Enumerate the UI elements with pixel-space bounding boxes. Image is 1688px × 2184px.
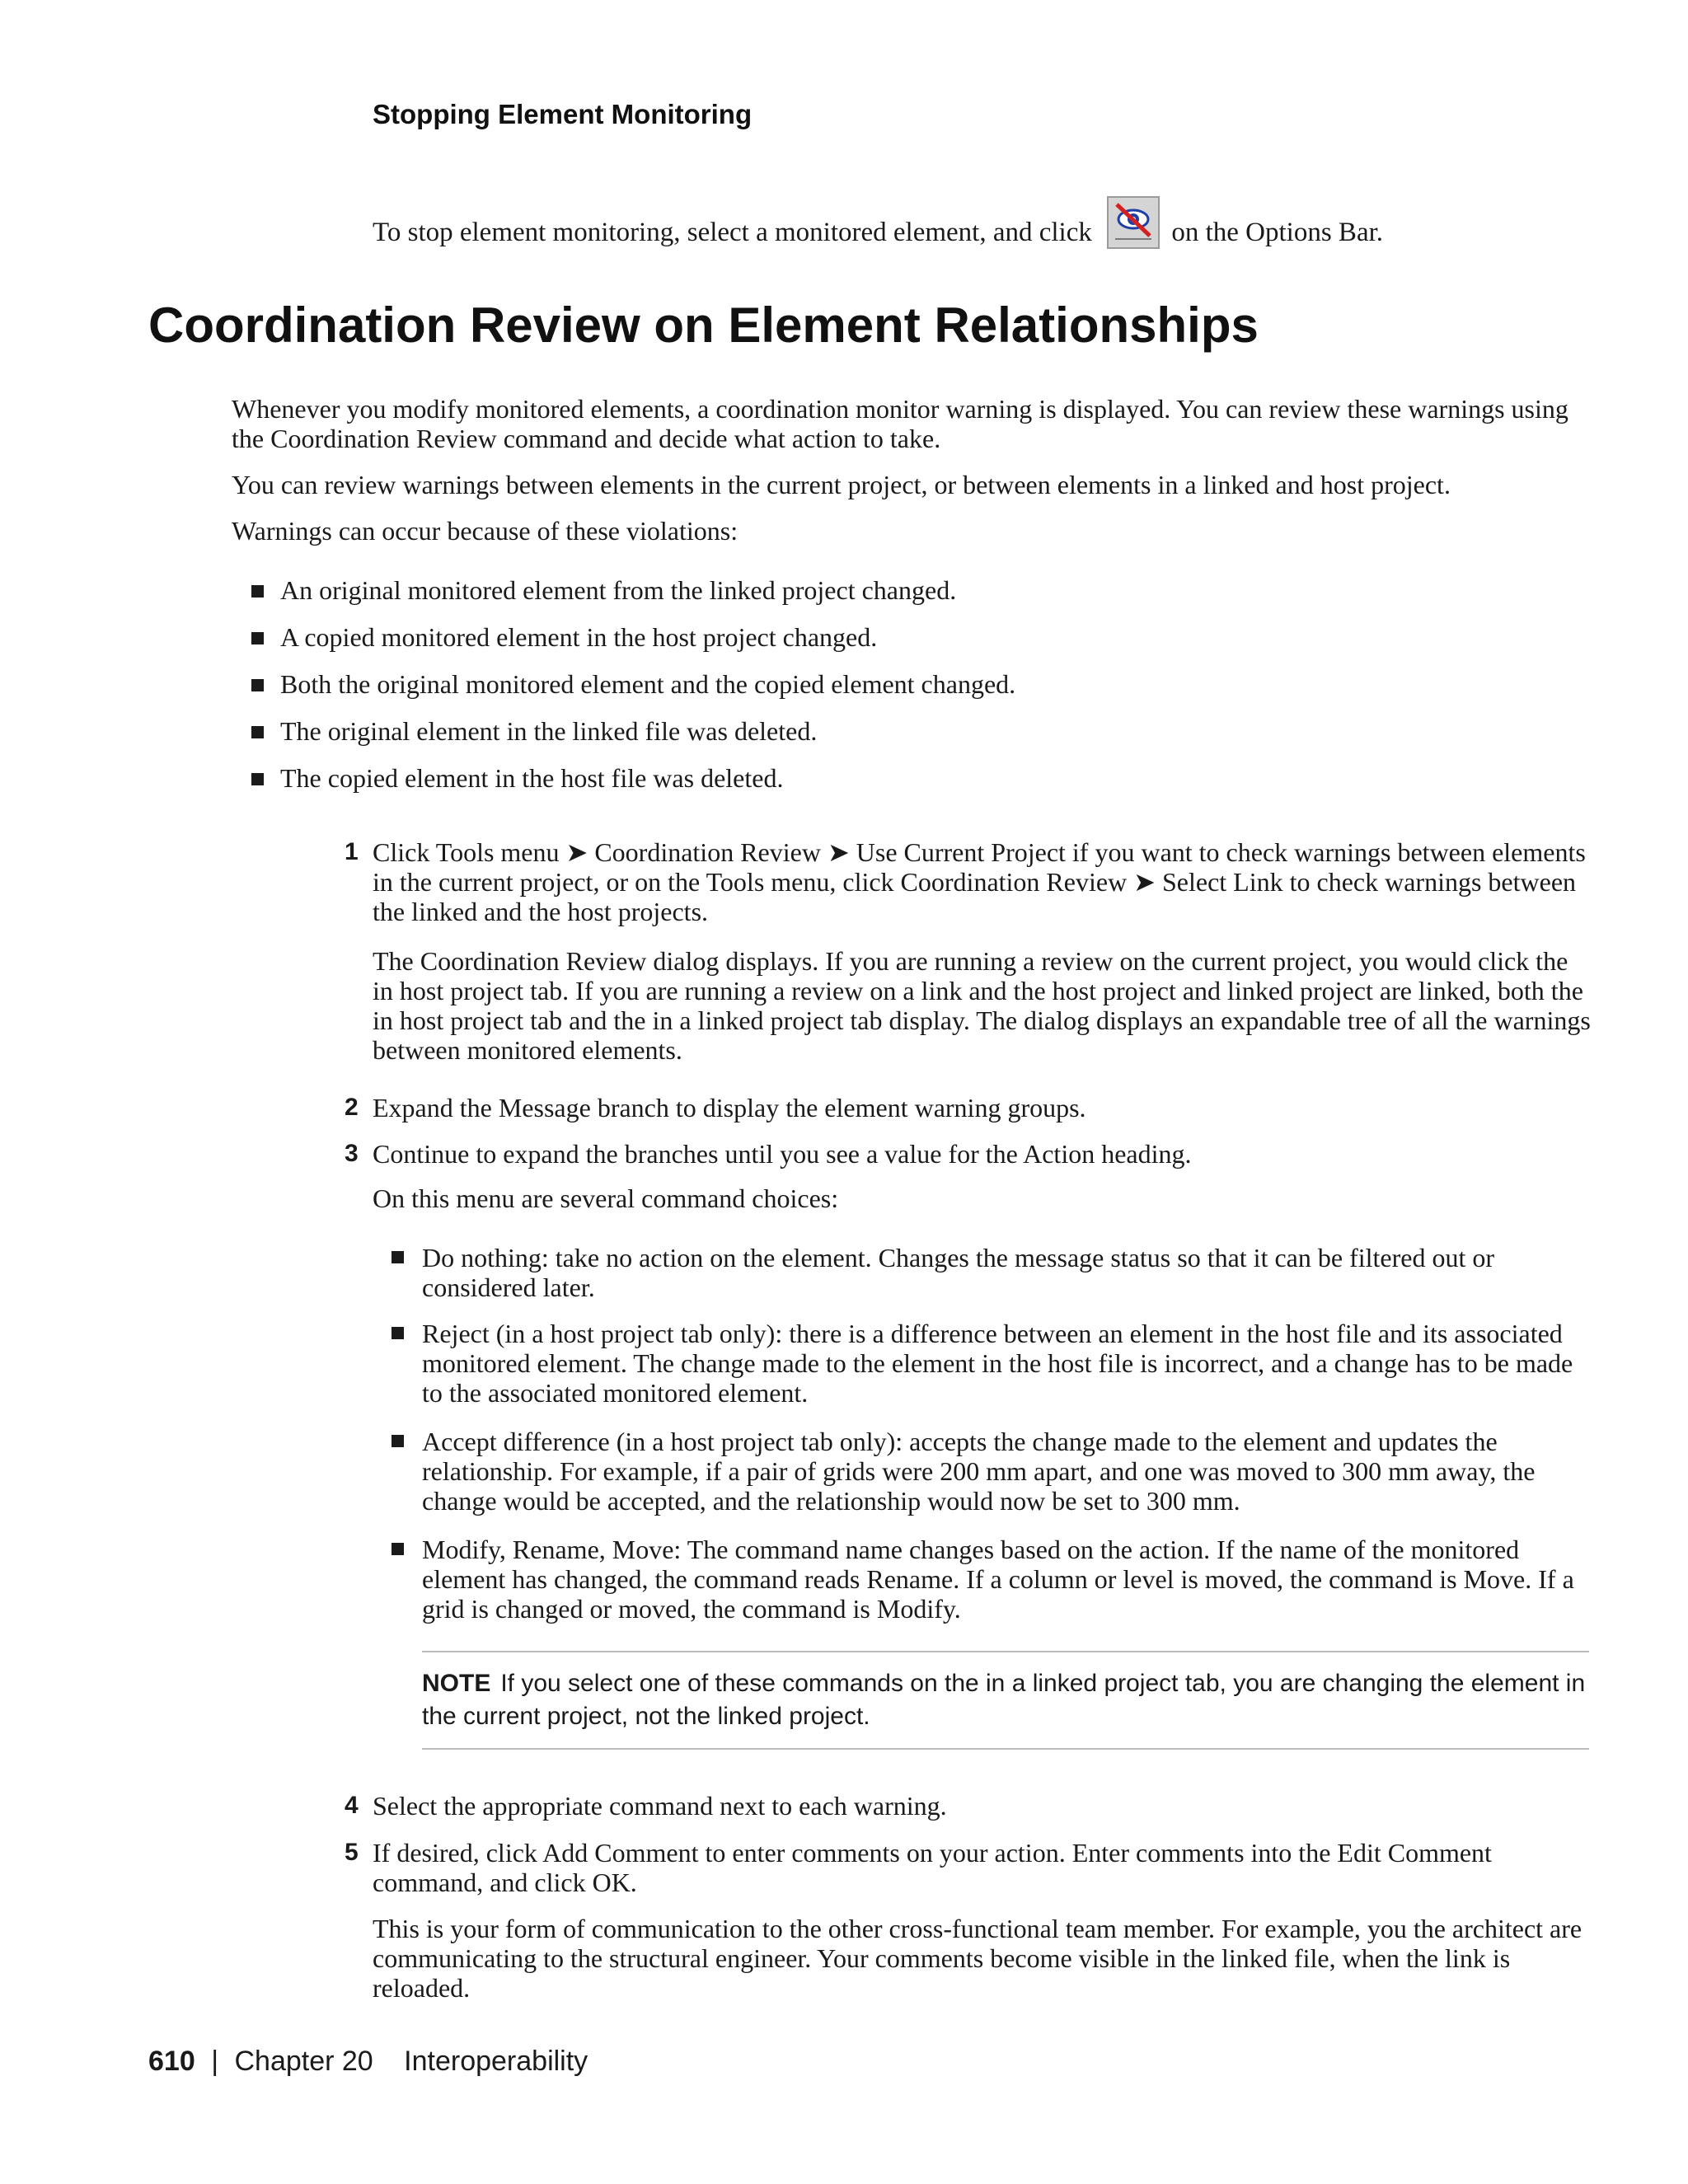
- intro-paragraph-2: You can review warnings between elements in the current project, or between elements in a linked and host project.: [232, 470, 1451, 499]
- bullet-icon: [251, 632, 264, 644]
- step-number: 4: [345, 1792, 359, 1819]
- bullet-icon: [392, 1251, 404, 1263]
- stop-text-after: on the Options Bar.: [1171, 218, 1384, 247]
- step-text: Continue to expand the branches until you see a value for the Action heading.: [373, 1139, 1192, 1169]
- list-item: An original monitored element from the linked project changed.: [251, 575, 956, 605]
- list-item: Both the original monitored element and the copied element changed.: [251, 669, 1015, 699]
- bullet-icon: [251, 773, 264, 785]
- step-text: Select the appropriate command next to each warning.: [373, 1791, 947, 1821]
- step-3: [345, 1139, 1597, 1169]
- note-text: If you select one of these commands on the in a linked project tab, you are changing the element in the current project, not the linked project.: [422, 1670, 1586, 1730]
- step-text: Click Tools menu ➤ Coordination Review ➤ Use Current Project if you want to check warnings between elements in the current project, or on the Tools menu, click Coordination Review ➤ Select Link to check warnings between the linked and the host projects.: [373, 837, 1586, 926]
- step-1-description: The Coordination Review dialog displays. If you are running a review on the current project, you would click the in host project tab. If you are running a review on a link and the host project and linked project are linked, both the in host project tab and the in a linked project tab display. The dialog displays an expandable tree of all the warnings between monitored elements.: [373, 946, 1591, 1065]
- step-number: 5: [345, 1839, 359, 1866]
- footer-separator: |: [211, 2046, 219, 2077]
- section-heading: Coordination Review on Element Relationships: [148, 298, 1259, 353]
- bullet-icon: [251, 679, 264, 691]
- chapter-title: Interoperability: [404, 2046, 588, 2077]
- step-3-description: On this menu are several command choices:: [373, 1183, 839, 1213]
- step-number: 3: [345, 1140, 359, 1167]
- bullet-icon: [251, 585, 264, 598]
- step-5-description: This is your form of communication to the other cross-functional team member. For example, you the architect are communicating to the structural engineer. Your comments become visible in the linked file, when the link is reloaded.: [373, 1914, 1582, 2003]
- command-choice-item: Do nothing: take no action on the element. Changes the message status so that it can be filtered out or considered later.: [392, 1243, 1595, 1302]
- page-number: 610: [148, 2046, 195, 2077]
- command-choice-item: Accept difference (in a host project tab only): accepts the change made to the element and updates the relationship. For example, if a pair of grids were 200 mm apart, and one was moved to 300 mm away, the change would be accepted, and the relationship would now be set to 300 mm.: [392, 1427, 1595, 1516]
- stop-text-before: To stop element monitoring, select a monitored element, and click: [373, 218, 1092, 247]
- step-text: Expand the Message branch to display the element warning groups.: [373, 1093, 1086, 1122]
- step-4: [345, 1791, 1597, 1821]
- note-label: NOTE: [422, 1670, 491, 1697]
- intro-paragraph-3: Warnings can occur because of these violations:: [232, 516, 738, 546]
- step-1: [345, 837, 1597, 926]
- step-text: If desired, click Add Comment to enter comments on your action. Enter comments into the Edit Comment command, and click OK.: [373, 1838, 1492, 1897]
- list-item: A copied monitored element in the host project changed.: [251, 622, 877, 652]
- step-number: 1: [345, 838, 359, 865]
- list-item: The copied element in the host file was deleted.: [251, 763, 783, 793]
- chapter-number: Chapter 20: [234, 2046, 373, 2077]
- subheading: Stopping Element Monitoring: [373, 99, 753, 129]
- intro-paragraph-1: Whenever you modify monitored elements, a coordination monitor warning is displayed. You can review these warnings using the Coordination Review command and decide what action to take.: [232, 394, 1568, 453]
- page-footer: [148, 2046, 588, 2078]
- step-2: [345, 1093, 1597, 1122]
- bullet-icon: [392, 1327, 404, 1339]
- stop-monitoring-icon: [1107, 196, 1160, 249]
- bullet-icon: [392, 1435, 404, 1447]
- list-item: The original element in the linked file was deleted.: [251, 716, 817, 746]
- step-number: 2: [345, 1094, 359, 1121]
- note-box: [422, 1651, 1589, 1750]
- command-choice-item: Modify, Rename, Move: The command name changes based on the action. If the name of the monitored element has changed, the command reads Rename. If a column or level is moved, the command is Move. If a grid is changed or moved, the command is Modify.: [392, 1535, 1595, 1624]
- bullet-icon: [392, 1543, 404, 1555]
- step-5: [345, 1838, 1597, 1897]
- stop-monitoring-instruction: [373, 196, 1383, 251]
- bullet-icon: [251, 726, 264, 738]
- command-choice-item: Reject (in a host project tab only): there is a difference between an element in the host file and its associated monitored element. The change made to the element in the host file is incorrect, and a change has to be made to the associated monitored element.: [392, 1319, 1595, 1408]
